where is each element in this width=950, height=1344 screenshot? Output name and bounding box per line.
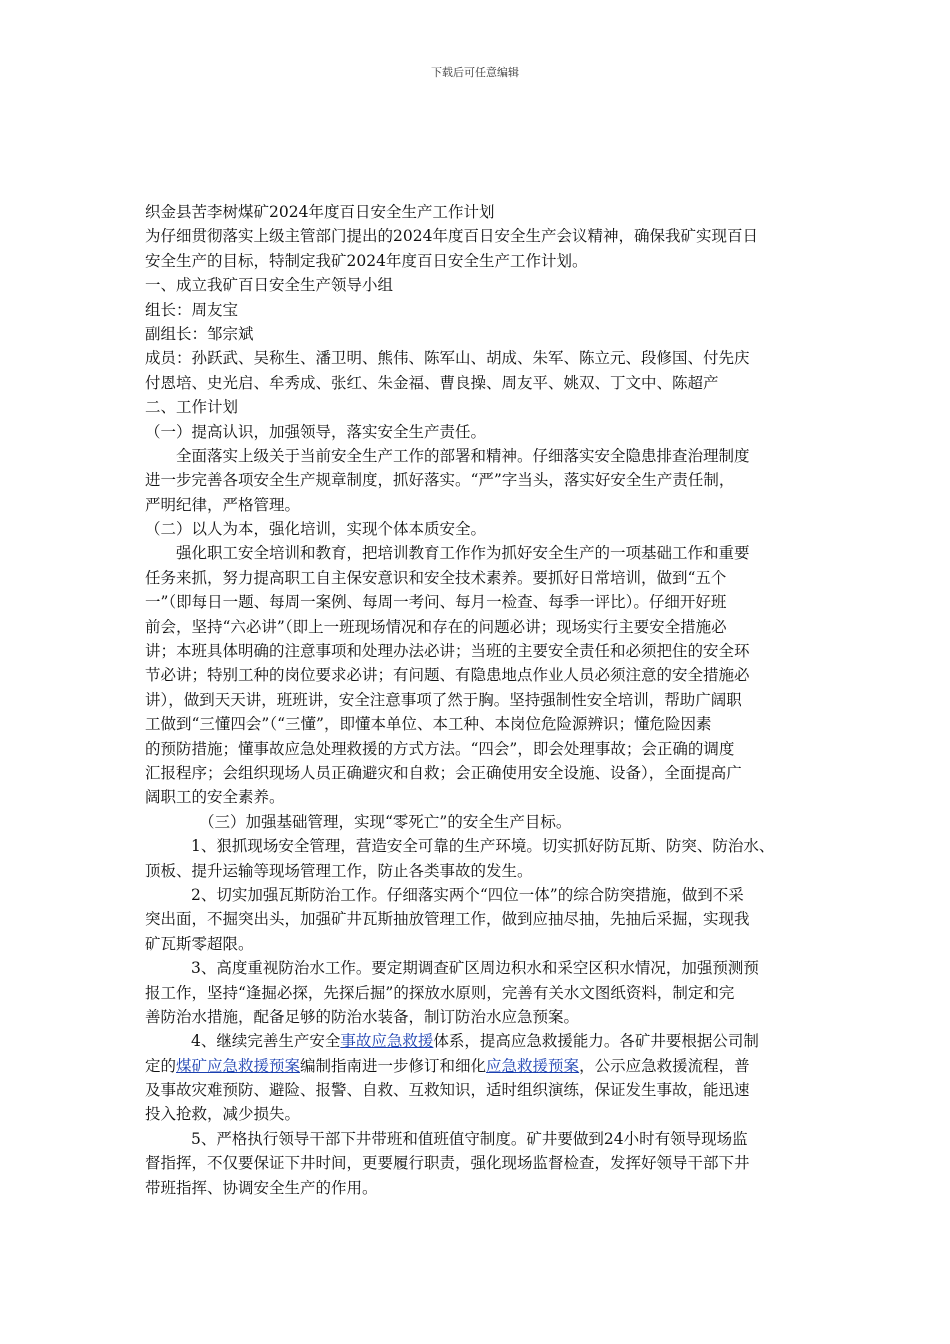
item-line: 5、严格执行领导干部下井带班和值班值守制度。矿井要做到24小时有领导现场监 bbox=[191, 1129, 748, 1148]
paragraph-line: 汇报程序；会组织现场人员正确避灾和自救；会正确使用安全设施、设备），全面提高广 bbox=[145, 763, 742, 782]
item-line: 突出面，不掘突出头，加强矿井瓦斯抽放管理工作，做到应抽尽抽，先抽后采掘，实现我 bbox=[145, 910, 750, 929]
paragraph-line: 阔职工的安全素养。 bbox=[145, 788, 285, 807]
paragraph-line: 一”（即每日一题、每周一案例、每周一考问、每月一检查、每季一评比）。仔细开好班 bbox=[145, 593, 727, 612]
paragraph-line: 工做到“三懂四会”（“三懂”，即懂本单位、本工种、本岗位危险源辨识；懂危险因素 bbox=[145, 715, 712, 734]
header-note: 下载后可任意编辑 bbox=[431, 66, 519, 79]
item-line: 督指挥，不仅要保证下井时间，更要履行职责，强化现场监督检查，发挥好领导干部下井 bbox=[145, 1154, 750, 1173]
paragraph-line: 前会，坚持“六必讲”（即上一班现场情况和存在的问题必讲；现场实行主要安全措施必 bbox=[145, 617, 727, 636]
paragraph-line: 节必讲；特别工种的岗位要求必讲；有问题、有隐患地点作业人员必须注意的安全措施必 bbox=[145, 666, 750, 685]
mine-rescue-plan-link[interactable]: 煤矿应急救援预案 bbox=[176, 1056, 301, 1075]
paragraph-line: 进一步完善各项安全生产规章制度，抓好落实。“严”字当头，落实好安全生产责任制， bbox=[145, 471, 735, 490]
subsection-heading-3: （三）加强基础管理，实现“零死亡”的安全生产目标。 bbox=[199, 812, 572, 831]
item-line bbox=[145, 1054, 813, 1078]
document-body bbox=[145, 200, 813, 1200]
section-heading-2: 二、工作计划 bbox=[145, 398, 239, 417]
document-title: 织金县苦李树煤矿2024年度百日安全生产工作计划 bbox=[145, 203, 495, 221]
paragraph-line: 讲；本班具体明确的注意事项和处理办法必讲；当班的主要安全责任和必须把住的安全环 bbox=[145, 642, 750, 661]
deputy-leader: 副组长：邹宗斌 bbox=[145, 324, 254, 343]
subsection-heading-1: （一）提高认识，加强领导，落实安全生产责任。 bbox=[145, 422, 487, 441]
item-line: 矿瓦斯零超限。 bbox=[145, 934, 254, 953]
item-line: 2、切实加强瓦斯防治工作。仔细落实两个“四位一体”的综合防突措施，做到不采 bbox=[191, 885, 744, 904]
item-text: 定的 bbox=[145, 1056, 177, 1075]
item-text: 编制指南进一步修订和细化 bbox=[300, 1056, 487, 1075]
item-line: 投入抢救，减少损失。 bbox=[145, 1105, 301, 1124]
item-line: 3、高度重视防治水工作。要定期调查矿区周边积水和采空区积水情况，加强预测预 bbox=[191, 959, 759, 978]
paragraph-line: 全面落实上级关于当前安全生产工作的部署和精神。仔细落实安全隐患排查治理制度 bbox=[176, 446, 750, 465]
rescue-plan-link[interactable]: 应急救援预案 bbox=[486, 1056, 580, 1075]
intro-line: 为仔细贯彻落实上级主管部门提出的2024年度百日安全生产会议精神，确保我矿实现百日 bbox=[145, 227, 758, 246]
members-line: 成员：孙跃武、吴称生、潘卫明、熊伟、陈军山、胡成、朱军、陈立元、段修国、付先庆 bbox=[145, 349, 750, 368]
paragraph-line: 任务来抓，努力提高职工自主保安意识和安全技术素养。要抓好日常培训，做到“五个 bbox=[145, 568, 727, 587]
item-line: 及事故灾难预防、避险、报警、自救、互救知识，适时组织演练，保证发生事故，能迅速 bbox=[145, 1081, 750, 1100]
emergency-rescue-link[interactable]: 事故应急救援 bbox=[340, 1032, 434, 1051]
item-line: 顶板、提升运输等现场管理工作，防止各类事故的发生。 bbox=[145, 861, 533, 880]
item-text: ，公示应急救援流程，普 bbox=[579, 1056, 750, 1075]
paragraph-line: 严明纪律，严格管理。 bbox=[145, 495, 301, 514]
item-text: 体系，提高应急救援能力。各矿井要根据公司制 bbox=[433, 1032, 759, 1051]
item-line: 1、狠抓现场安全管理，营造安全可靠的生产环境。切实抓好防瓦斯、防突、防治水、 bbox=[191, 837, 775, 856]
item-line: 善防治水措施，配备足够的防治水装备，制订防治水应急预案。 bbox=[145, 1007, 580, 1026]
subsection-heading-2: （二）以人为本，强化培训，实现个体本质安全。 bbox=[145, 520, 487, 539]
paragraph-line: 强化职工安全培训和教育，把培训教育工作作为抓好安全生产的一项基础工作和重要 bbox=[176, 544, 750, 563]
item-line: 报工作，坚持“逢掘必探，先探后掘”的探放水原则，完善有关水文图纸资料，制定和完 bbox=[145, 983, 735, 1002]
paragraph-line: 讲），做到天天讲，班班讲，安全注意事项了然于胸。坚持强制性安全培训，帮助广阔职 bbox=[145, 690, 742, 709]
paragraph-line: 的预防措施；懂事故应急处理救援的方式方法。“四会”，即会处理事故；会正确的调度 bbox=[145, 739, 735, 758]
item-line: 带班指挥、协调安全生产的作用。 bbox=[145, 1178, 378, 1197]
item-text: 4、继续完善生产安全 bbox=[191, 1032, 341, 1051]
section-heading-1: 一、成立我矿百日安全生产领导小组 bbox=[145, 276, 394, 295]
group-leader: 组长：周友宝 bbox=[145, 300, 239, 319]
intro-line: 安全生产的目标，特制定我矿2024年度百日安全生产工作计划。 bbox=[145, 251, 588, 270]
members-line: 付恩培、史光启、牟秀成、张红、朱金福、曹良操、周友平、姚双、丁文中、陈超产 bbox=[145, 373, 719, 392]
item-line bbox=[145, 1029, 813, 1053]
